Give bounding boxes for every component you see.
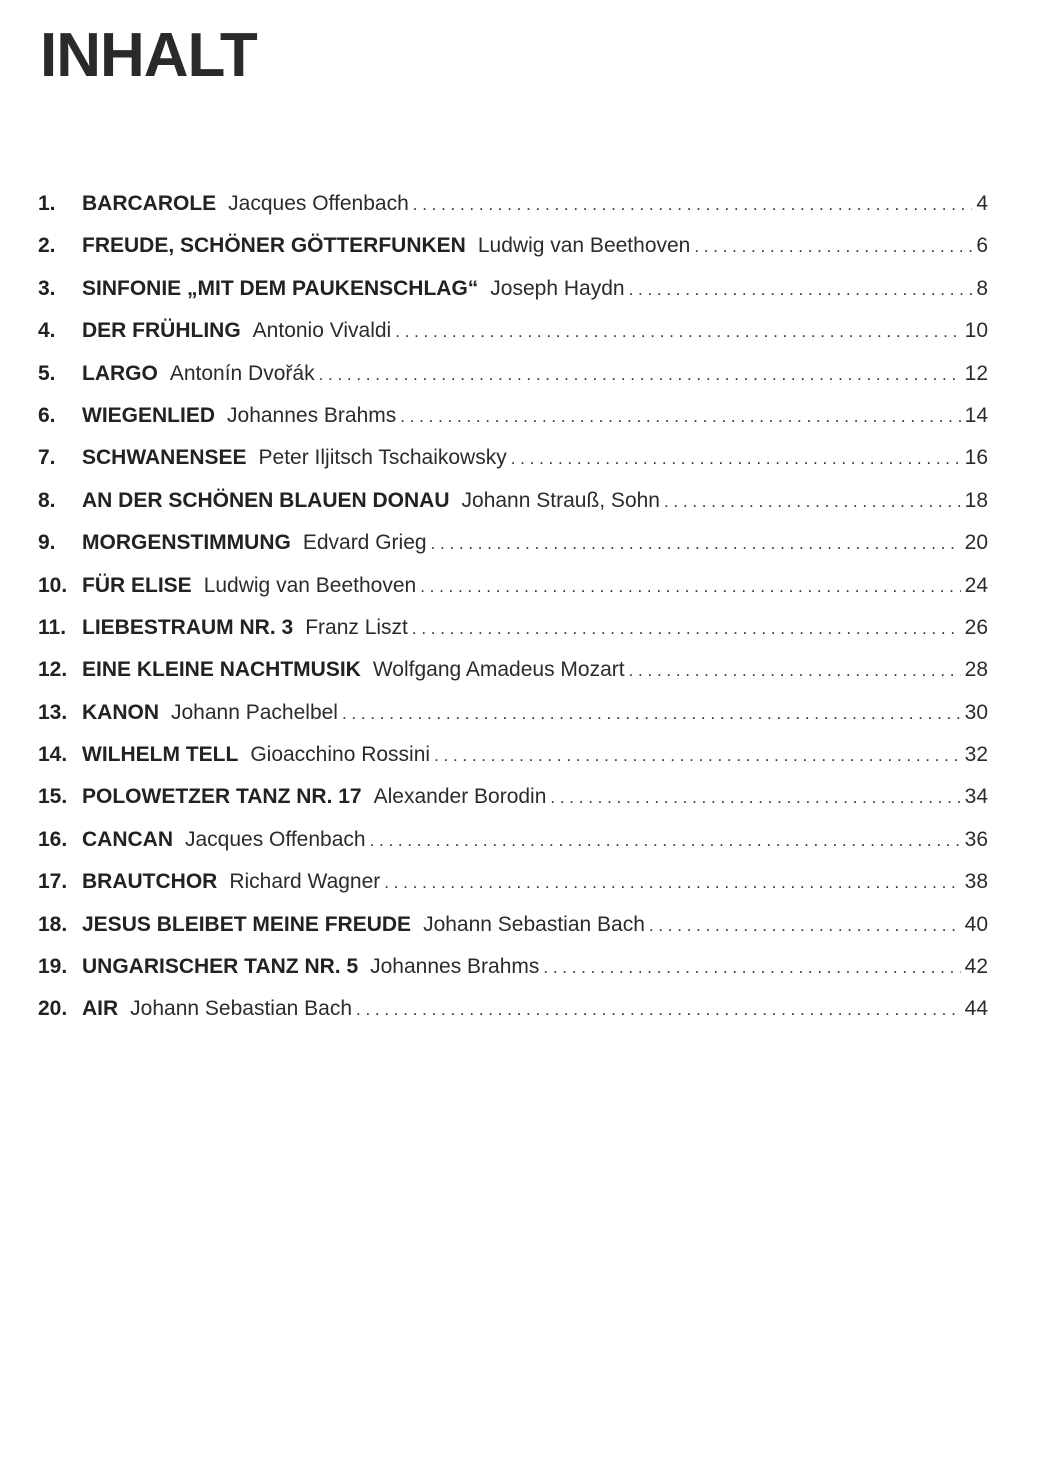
toc-entry-title: MORGENSTIMMUNG — [82, 531, 291, 555]
toc-entry-number: 16. — [38, 827, 68, 851]
toc-entry-page-number: 30 — [964, 700, 988, 724]
toc-entry-number: 8. — [38, 488, 56, 512]
dot-leader — [412, 619, 961, 639]
toc-entry-composer: Peter Iljitsch Tschaikowsky — [258, 446, 507, 470]
dot-leader — [431, 534, 961, 554]
toc-entry[interactable] — [38, 658, 988, 700]
toc-entry-page-number: 16 — [964, 446, 988, 470]
toc-entry-title: FREUDE, SCHÖNER GÖTTERFUNKEN — [82, 234, 466, 258]
toc-entry-page-number: 32 — [964, 743, 988, 767]
toc-entry-number: 2. — [38, 234, 56, 258]
toc-entry[interactable] — [38, 828, 988, 870]
toc-entry-composer: Gioacchino Rossini — [250, 743, 431, 767]
dot-leader — [400, 407, 960, 427]
toc-entry-composer: Richard Wagner — [229, 870, 381, 894]
toc-entry-composer: Ludwig van Beethoven — [203, 573, 417, 597]
toc-entry-number: 7. — [38, 446, 56, 470]
toc-entry-title: WIEGENLIED — [82, 403, 216, 427]
toc-entry-number: 17. — [38, 870, 68, 894]
toc-entry-page-number: 12 — [964, 361, 988, 385]
toc-entry[interactable] — [38, 785, 988, 827]
toc-entry-number: 14. — [38, 743, 68, 767]
toc-entry-title: EINE KLEINE NACHTMUSIK — [82, 658, 361, 682]
dot-leader — [649, 916, 961, 936]
dot-leader — [511, 449, 961, 469]
toc-entry-composer: Antonín Dvořák — [169, 361, 315, 385]
toc-entry-page-number: 10 — [964, 319, 988, 343]
toc-entry-title: BARCAROLE — [82, 192, 217, 215]
toc-entry-composer: Johann Strauß, Sohn — [461, 488, 660, 512]
toc-entry-title: BRAUTCHOR — [82, 870, 218, 894]
toc-entry-composer: Jacques Offenbach — [185, 827, 366, 851]
toc-entry-title: SCHWANENSEE — [82, 446, 247, 470]
toc-entry[interactable] — [38, 913, 988, 955]
toc-entry-number: 18. — [38, 912, 68, 936]
dot-leader — [342, 704, 961, 724]
toc-entry-composer: Franz Liszt — [305, 615, 408, 639]
toc-entry-composer: Joseph Haydn — [490, 276, 625, 300]
toc-entry-number: 3. — [38, 276, 56, 300]
page-title: INHALT — [40, 21, 257, 90]
dot-leader — [420, 577, 960, 597]
dot-leader — [543, 958, 960, 978]
toc-entry-number: 9. — [38, 531, 56, 555]
toc-entry-number: 19. — [38, 955, 68, 979]
toc-entry[interactable] — [38, 362, 988, 404]
toc-entry[interactable] — [38, 531, 988, 573]
toc-entry-page-number: 4 — [976, 192, 988, 215]
dot-leader — [434, 746, 961, 766]
toc-entry-title: FÜR ELISE — [82, 573, 192, 597]
toc-entry[interactable] — [38, 997, 988, 1039]
toc-entry-title: UNGARISCHER TANZ NR. 5 — [82, 955, 359, 979]
toc-entry-composer: Johann Sebastian Bach — [423, 912, 645, 936]
toc-entry-page-number: 18 — [964, 488, 988, 512]
dot-leader — [629, 661, 961, 681]
toc-entry-composer: Jacques Offenbach — [228, 192, 409, 215]
toc-entry-page-number: 6 — [976, 234, 988, 258]
toc-entry[interactable] — [38, 489, 988, 531]
toc-entry-composer: Johann Sebastian Bach — [130, 997, 353, 1021]
toc-entry-number: 11. — [38, 615, 67, 639]
toc-entry-composer: Johannes Brahms — [227, 403, 397, 427]
toc-entry[interactable] — [38, 574, 988, 616]
toc-entry-composer: Wolfgang Amadeus Mozart — [372, 658, 625, 682]
dot-leader — [370, 831, 961, 851]
toc-entry-page-number: 42 — [964, 955, 988, 979]
toc-entry[interactable] — [38, 446, 988, 488]
toc-entry-title: POLOWETZER TANZ NR. 17 — [82, 785, 362, 809]
toc-entry-title: AN DER SCHÖNEN BLAUEN DONAU — [82, 488, 450, 512]
toc-entry-composer: Johann Pachelbel — [171, 700, 338, 724]
dot-leader — [356, 1000, 961, 1020]
toc-entry-page-number: 14 — [964, 403, 988, 427]
toc-entry-number: 1. — [38, 192, 56, 215]
dot-leader — [384, 873, 960, 893]
toc-entry-page-number: 20 — [964, 531, 988, 555]
toc-entry-page-number: 26 — [964, 615, 988, 639]
toc-entry[interactable] — [38, 743, 988, 785]
toc-entry-number: 5. — [38, 361, 56, 385]
toc-entry-composer: Johannes Brahms — [370, 955, 540, 979]
toc-entry-page-number: 34 — [964, 785, 988, 809]
toc-entry-composer: Edvard Grieg — [302, 531, 427, 555]
dot-leader — [395, 322, 960, 342]
dot-leader — [694, 237, 972, 257]
toc-entry[interactable] — [38, 404, 988, 446]
toc-entry-title: JESUS BLEIBET MEINE FREUDE — [82, 912, 412, 936]
toc-entry[interactable] — [38, 192, 988, 234]
toc-entry-composer: Alexander Borodin — [373, 785, 547, 809]
toc-entry-number: 15. — [38, 785, 68, 809]
toc-entry-page-number: 44 — [964, 997, 988, 1021]
toc-entry[interactable] — [38, 870, 988, 912]
toc-entry[interactable] — [38, 319, 988, 361]
toc-entry-composer: Ludwig van Beethoven — [477, 234, 691, 258]
toc-entry-page-number: 8 — [976, 276, 988, 300]
toc-entry-page-number: 36 — [964, 827, 988, 851]
table-of-contents — [38, 192, 988, 1040]
toc-entry-number: 6. — [38, 403, 56, 427]
toc-entry-number: 20. — [38, 997, 68, 1021]
toc-entry-title: KANON — [82, 700, 159, 724]
toc-entry-number: 10. — [38, 573, 68, 597]
toc-entry-composer: Antonio Vivaldi — [252, 319, 392, 343]
toc-entry-number: 4. — [38, 319, 56, 343]
toc-entry-number: 13. — [38, 700, 68, 724]
dot-leader — [413, 195, 973, 215]
toc-entry-title: LIEBESTRAUM NR. 3 — [82, 615, 294, 639]
toc-entry-title: DER FRÜHLING — [82, 319, 241, 343]
toc-entry-page-number: 28 — [964, 658, 988, 682]
toc-entry[interactable] — [38, 277, 988, 319]
toc-entry-title: CANCAN — [82, 827, 173, 851]
toc-entry-number: 12. — [38, 658, 68, 682]
toc-entry[interactable] — [38, 701, 988, 743]
dot-leader — [550, 788, 960, 808]
toc-entry[interactable] — [38, 234, 988, 276]
dot-leader — [319, 365, 961, 385]
toc-entry-page-number: 24 — [964, 573, 988, 597]
toc-entry-title: AIR — [82, 997, 119, 1021]
toc-entry[interactable] — [38, 616, 988, 658]
dot-leader — [629, 280, 973, 300]
toc-entry-page-number: 40 — [964, 912, 988, 936]
toc-entry-title: WILHELM TELL — [82, 743, 239, 767]
toc-entry-title: SINFONIE „MIT DEM PAUKENSCHLAG“ — [82, 276, 479, 300]
toc-entry-page-number: 38 — [964, 870, 988, 894]
toc-entry-title: LARGO — [82, 361, 158, 385]
toc-entry[interactable] — [38, 955, 988, 997]
dot-leader — [664, 492, 961, 512]
